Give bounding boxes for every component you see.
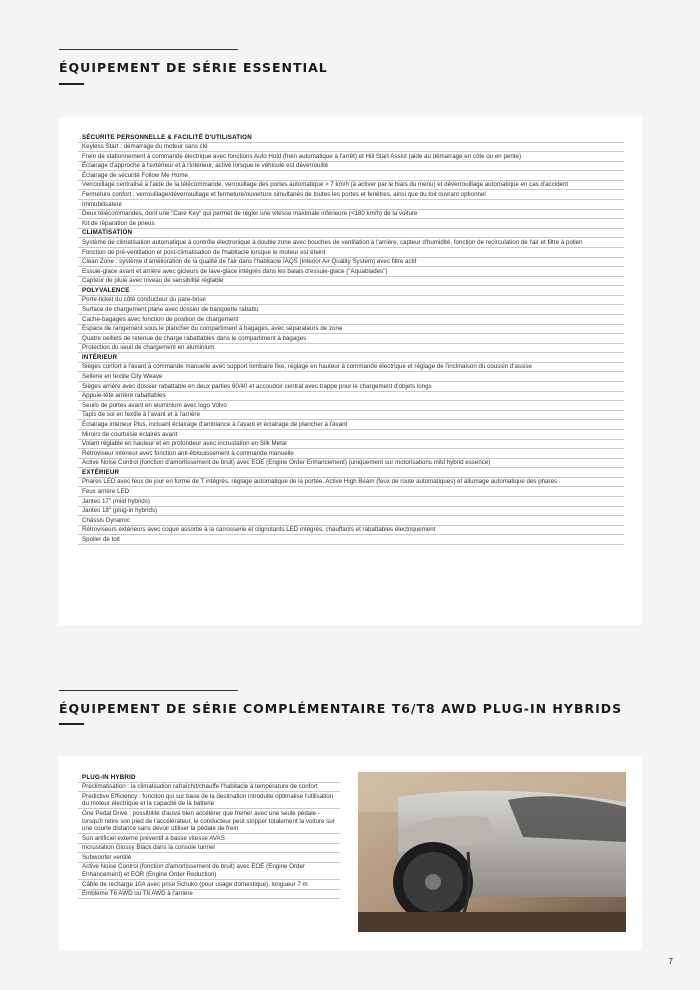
equipment-item: Miroirs de courtoisie éclairés avant [78,430,624,440]
car-charging-illustration [358,772,626,932]
equipment-item: Jantes 18" (plug-in hybrids) [78,507,624,517]
equipment-item: Son artificiel externe préventif à basse vitesse AVAS [78,834,340,844]
section-1-title: ÉQUIPEMENT DE SÉRIE ESSENTIAL [59,60,328,75]
equipment-item: Espace de rangement sous le plancher du compartiment à bagages, avec séparateurs de zone [78,325,624,335]
equipment-item: Feux arrière LED [78,487,624,497]
equipment-item: Incrustation Glossy Black dans la console tunnel [78,844,340,854]
category-heading: PLUG-IN HYBRID [78,773,340,783]
equipment-item: Kit de réparation de pneus [78,219,624,229]
equipment-item: Câble de recharge 10A avec prise Schuko (pour usage domestique), longueur 7 m [78,880,340,890]
equipment-item: Seuils de portes avant en aluminium avec logo Volvo [78,401,624,411]
equipment-item: Capteur de pluie avec niveau de sensibilité réglable [78,277,624,287]
equipment-item: Deux télécommandes, dont une "Care Key" qui permet de régler une vitesse maximale inférieure (<180 km/h) de la voiture [78,210,624,220]
equipment-item: Active Noise Control (fonction d'amortissement de bruit) avec EOE (Engine Order Enhancement) (uniquement sur motorisations mild hybrid essence) [78,459,624,469]
equipment-item: Jantes 17" (mild hybrids) [78,497,624,507]
section-1-underline [59,83,84,85]
category-heading: CLIMATISATION [78,229,624,239]
equipment-item: Emblème T6 AWD ou T8 AWD à l'arrière [78,890,340,900]
equipment-item: Active Noise Control (fonction d'amortissement de bruit) avec EOE (Engine Order Enhancement) et EOR (Engine Order Reduction) [78,863,340,880]
plug-in-hybrid-list [78,773,340,899]
category-heading: INTÉRIEUR [78,353,624,363]
essential-equipment-list [78,133,624,545]
equipment-item: Tapis de sol en textile à l'avant et à l'arrière [78,411,624,421]
section-2-title: ÉQUIPEMENT DE SÉRIE COMPLÉMENTAIRE T6/T8 AWD PLUG-IN HYBRIDS [59,701,623,716]
equipment-item: Keyless Start : démarrage du moteur sans clé [78,143,624,153]
section-2-underline [59,723,84,725]
equipment-item: Appuie-tête arrière rabattables [78,392,624,402]
equipment-item: Sellerie en textile City Weave [78,372,624,382]
equipment-item: Volant réglable en hauteur et en profondeur avec incrustation en Silk Metal [78,440,624,450]
category-heading: POLYVALENCE [78,286,624,296]
section-2-top-rule [59,690,238,691]
category-heading: EXTÉRIEUR [78,468,624,478]
equipment-item: Éclairage de sécurité Follow Me Home [78,171,624,181]
equipment-item: Éclairage d'approche à l'extérieur et à l'intérieur, activé lorsque le véhicule est déverrouillé [78,162,624,172]
equipment-item: Spoiler de toit [78,535,624,545]
equipment-item: Cache-bagages avec fonction de position de chargement [78,315,624,325]
equipment-item: Châssis Dynamic [78,516,624,526]
equipment-item: Immobilisateur [78,200,624,210]
category-heading: SÉCURITE PERSONNELLE & FACILITÉ D'UTILISATION [78,133,624,143]
equipment-item: Frein de stationnement à commande électrique avec fonctions Auto Hold (frein automatique à l'arrêt) et Hill Start Assist (aide au démarrage en côte ou en pente) [78,152,624,162]
essential-equipment-card [59,117,642,625]
equipment-item: Éclairage intérieur Plus, incluant éclairage d'ambiance à l'avant et éclairage de plancher à l'avant [78,420,624,430]
equipment-item: One Pedal Drive : possibilité d'aussi bien accélérer que freiner avec une seule pédale - lorsqu'il retire son pied de l'accélérateur, le conducteur peut stopper totalement la voiture sur une courte distance sans devoir utiliser la pédale de frein [78,809,340,834]
equipment-item: Quatre oeillets de retenue de charge rabattables dans le compartiment à bagages [78,334,624,344]
page-number: 7 [668,957,673,966]
equipment-item: Surface de chargement plane avec dossier de banquette rabattu [78,305,624,315]
equipment-item: Phares LED avec feux de jour en forme de T intégrés, réglage automatique de la portée, Active High Beam (feux de route automatiques) et allumage automatique des phares [78,478,624,488]
plug-in-hybrid-card [59,756,642,950]
equipment-item: Predictive Efficiency : fonction qui sur base de la destination introduite optimalise l'utilisation du moteur électrique et la capacité de la batterie [78,792,340,809]
equipment-item: Subwoofer ventilé [78,853,340,863]
equipment-item: Fonction de pré-ventilation et post-climatisation de l'habitacle lorsque le moteur est éteint [78,248,624,258]
equipment-item: Système de climatisation automatique à contrôle électronique à double zone avec bouches de ventilation à l'arrière, capteur d'humidité, fonction de recirculation de l'air et filtre à pollen [78,238,624,248]
equipment-item: Porte-ticket du côté conducteur du pare-brise [78,296,624,306]
equipment-item: Rétroviseurs extérieurs avec coque assortie à la carrosserie et clignotants LED intégrés, chauffants et rabattables électriquement [78,526,624,536]
section-1-top-rule [59,49,238,50]
equipment-item: Rétroviseur intérieur avec fonction anti-éblouissement à commande manuelle [78,449,624,459]
equipment-item: Sièges arrière avec dossier rabattable en deux parties 60/40 et accoudoir central avec trappe pour le chargement d'objets longs [78,382,624,392]
equipment-item: Fermeture confort : verrouillage/déverrouillage et fermeture/ouverture simultanés de toutes les portes et fenêtres, ainsi que du toit ouvrant optionnel [78,190,624,200]
equipment-item: Essuie-glace avant et arrière avec gicleurs de lave-glace intégrés dans les balais d'essuie-glace ("Aquablades") [78,267,624,277]
equipment-item: Clean Zone : système d'amélioration de la qualité de l'air dans l'habitacle IAQS (Interior Air Quality System) avec filtre actif [78,258,624,268]
equipment-item: Verrouillage centralisé à l'aide de la télécommande, verrouillage des portes automatique > 7 km/h (à activer par le biais du menu) et déverrouillage automatique en cas d'accident [78,181,624,191]
car-charging-photo [358,772,626,932]
equipment-item: Sièges confort à l'avant à commande manuelle avec support lombaire fixe, réglage en hauteur à commande électrique et réglage de l'inclinaison du coussin d'assise [78,363,624,373]
equipment-item: Protection du seuil de chargement en aluminium [78,344,624,354]
equipment-item: Préclimatisation : la climatisation rafraîchit/chauffe l'habitacle à température de confort [78,783,340,793]
